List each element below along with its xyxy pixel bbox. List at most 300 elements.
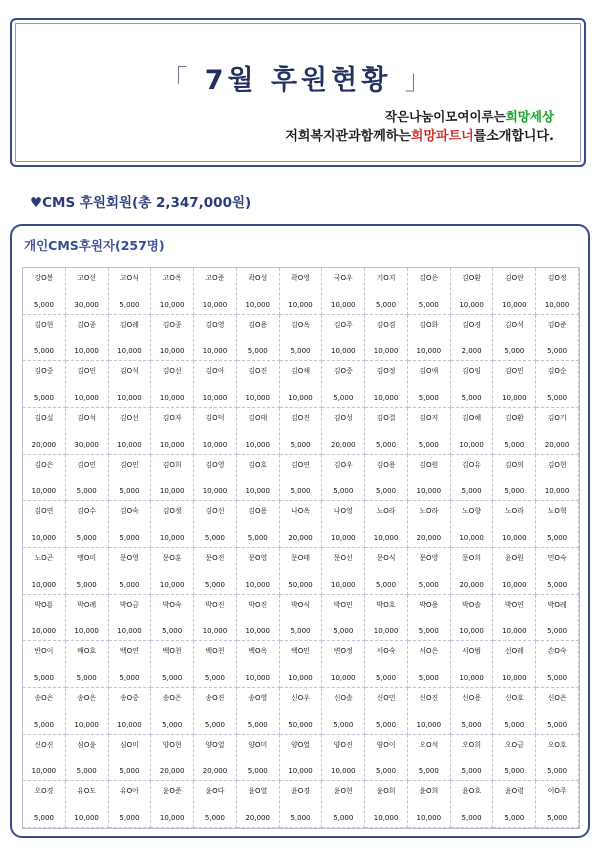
donor-cell	[66, 781, 109, 828]
donor-cell	[66, 455, 109, 502]
donor-cell	[536, 501, 579, 548]
donor-amount: 10,000	[373, 347, 399, 356]
donor-amount: 5,000	[119, 487, 140, 496]
donor-cell	[151, 548, 194, 595]
donor-cell	[109, 688, 152, 735]
donor-cell	[536, 735, 579, 782]
donor-name: 박O민	[333, 600, 353, 609]
donor-name: 문O영	[248, 554, 268, 562]
donor-cell	[365, 268, 408, 315]
donor-amount: 10,000	[202, 394, 228, 402]
donor-name: 양O현	[162, 740, 182, 749]
donor-cell	[536, 408, 579, 455]
donor-amount: 20,000	[544, 440, 570, 449]
donor-name: 김O우	[333, 460, 353, 469]
donor-cell	[408, 735, 451, 782]
donor-cell	[109, 361, 152, 408]
donor-cell	[23, 455, 66, 502]
donor-name: 신O민	[376, 694, 396, 702]
donor-cell	[451, 268, 494, 315]
donor-amount: 5,000	[33, 300, 54, 309]
donor-cell	[280, 688, 323, 735]
donor-cell	[365, 688, 408, 735]
donor-name: 윤O호	[462, 787, 482, 796]
donor-cell	[194, 501, 237, 548]
donor-name: 김O란	[504, 274, 524, 282]
donor-name: 문O영	[119, 554, 139, 562]
donor-cell	[322, 268, 365, 315]
donor-cell	[109, 595, 152, 642]
donor-name: 윤O준	[162, 787, 182, 796]
donor-cell	[322, 548, 365, 595]
donor-name: 윤O령	[504, 787, 524, 796]
donor-name: 신O솔	[333, 694, 353, 702]
donor-cell	[237, 595, 280, 642]
donor-amount: 5,000	[547, 814, 568, 822]
donor-name: 김O실	[34, 414, 54, 422]
donor-amount: 10,000	[331, 674, 356, 682]
donor-cell	[66, 641, 109, 688]
donor-name: 김O환	[462, 274, 482, 282]
donor-cell	[365, 548, 408, 595]
cms-summary-text: CMS 후원회원(총 2,347,000원)	[42, 195, 252, 211]
donor-name: 고O식	[119, 274, 139, 282]
donor-name: 김O지	[419, 414, 439, 422]
donor-name: 김O정	[376, 367, 396, 376]
donor-cell	[365, 781, 408, 828]
donor-amount: 10,000	[288, 674, 313, 682]
donor-amount: 5,000	[418, 767, 439, 776]
donor-cell	[194, 688, 237, 735]
donor-cell	[151, 595, 194, 642]
donor-name: 김O중	[34, 367, 54, 376]
donor-amount: 10,000	[373, 394, 399, 402]
donor-amount: 10,000	[117, 347, 142, 356]
donor-name: 노O곤	[34, 554, 54, 562]
donor-cell	[322, 361, 365, 408]
donor-cell	[365, 501, 408, 548]
donor-name: 김O수	[77, 507, 97, 516]
donor-name: 김O석	[504, 320, 524, 329]
donor-amount: 10,000	[159, 487, 185, 496]
donor-amount: 5,000	[547, 347, 568, 356]
donor-cell	[322, 315, 365, 362]
donor-amount: 10,000	[31, 580, 57, 589]
donor-amount: 5,000	[162, 627, 183, 636]
donor-amount: 5,000	[333, 720, 354, 729]
donor-amount: 5,000	[33, 814, 54, 822]
donor-cell	[151, 641, 194, 688]
donor-cell	[365, 408, 408, 455]
donor-amount: 10,000	[74, 720, 99, 729]
donor-cell	[151, 361, 194, 408]
slogan-line-2-highlight: 희망파트너	[410, 129, 474, 144]
donor-name: 신O진	[34, 740, 54, 749]
donor-cell	[451, 735, 494, 782]
donor-amount: 5,000	[504, 814, 525, 822]
donor-panel-heading: 개인CMS후원자(257명)	[24, 238, 165, 253]
donor-amount: 5,000	[247, 767, 268, 776]
donor-name: 문O선	[333, 554, 353, 562]
donor-amount: 5,000	[33, 674, 54, 682]
donor-cell	[237, 781, 280, 828]
donor-cell	[408, 781, 451, 828]
donor-cell	[23, 548, 66, 595]
donor-name: 박O례	[547, 600, 567, 609]
slogan-line-2	[285, 125, 554, 144]
donor-name: 서O은	[419, 647, 439, 656]
donor-cell	[23, 268, 66, 315]
donor-name: 변O정	[333, 647, 353, 656]
donor-name: 국O우	[333, 274, 353, 282]
donor-name: 김O영	[205, 460, 225, 469]
donor-cell	[365, 595, 408, 642]
donor-name: 백O천	[162, 647, 182, 656]
donor-amount: 10,000	[74, 347, 99, 356]
donor-amount: 5,000	[76, 487, 97, 496]
donor-cell	[194, 408, 237, 455]
donor-name: 김O준	[547, 320, 567, 329]
donor-amount: 10,000	[245, 487, 270, 496]
donor-name: 김O민	[119, 460, 139, 469]
donor-name: 김O기	[547, 414, 567, 422]
donor-cell	[451, 315, 494, 362]
donor-amount: 10,000	[159, 394, 185, 402]
donor-name: 윤O희	[376, 787, 396, 796]
donor-name: 오O석	[419, 740, 439, 749]
donor-cell	[536, 548, 579, 595]
donor-amount: 10,000	[331, 534, 356, 542]
donor-name: 김O혜	[462, 414, 482, 422]
donor-name: 박O식	[290, 600, 311, 609]
donor-cell	[237, 408, 280, 455]
donor-amount: 5,000	[162, 674, 183, 682]
donor-cell	[23, 501, 66, 548]
donor-amount: 5,000	[333, 394, 354, 402]
donor-name: 김O석	[77, 414, 97, 422]
donor-amount: 10,000	[202, 300, 228, 309]
donor-name: 서O숙	[376, 647, 396, 656]
donor-name: 김O원	[419, 460, 439, 469]
donor-name: 김O태	[248, 414, 268, 422]
donor-name: 윤O경	[290, 787, 311, 796]
donor-cell	[66, 688, 109, 735]
donor-name: 문O식	[376, 554, 396, 562]
donor-cell	[23, 688, 66, 735]
donor-cell	[493, 595, 536, 642]
donor-cell	[23, 361, 66, 408]
donor-amount: 5,000	[290, 487, 311, 496]
donor-name: 김O정	[162, 507, 182, 516]
donor-name: 김O은	[419, 274, 439, 282]
donor-name: 선O레	[504, 647, 524, 656]
donor-cell	[194, 735, 237, 782]
donor-name: 박O진	[205, 600, 225, 609]
donor-cell	[536, 641, 579, 688]
donor-cell	[408, 361, 451, 408]
donor-cell	[493, 735, 536, 782]
donor-amount: 10,000	[31, 534, 57, 542]
donor-name: 노O라	[376, 507, 396, 516]
donor-name: 송O영	[248, 694, 268, 702]
donor-name: 김O순	[547, 367, 567, 376]
donor-name: 강O봉	[34, 274, 54, 282]
donor-amount: 5,000	[504, 440, 525, 449]
donor-name: 김O용	[248, 507, 268, 516]
donor-amount: 10,000	[502, 534, 527, 542]
donor-amount: 10,000	[331, 767, 356, 776]
donor-amount: 5,000	[504, 720, 525, 729]
donor-name: 반O이	[34, 647, 54, 656]
donor-cell	[151, 781, 194, 828]
donor-cell	[23, 781, 66, 828]
donor-cell	[536, 268, 579, 315]
donor-cell	[493, 268, 536, 315]
donor-amount: 10,000	[74, 814, 99, 822]
donor-name: 신O우	[290, 694, 311, 702]
donor-cell	[151, 501, 194, 548]
donor-cell	[109, 315, 152, 362]
donor-amount: 10,000	[416, 347, 442, 356]
donor-amount: 10,000	[288, 394, 313, 402]
title-text: 7월 후원현황	[204, 65, 392, 96]
donor-cell	[536, 781, 579, 828]
donor-cell	[237, 501, 280, 548]
donor-amount: 5,000	[418, 440, 439, 449]
donor-cell	[237, 455, 280, 502]
donor-name: 고O선	[77, 274, 97, 282]
donor-amount: 10,000	[117, 627, 142, 636]
donor-name: 백O민	[290, 647, 311, 656]
donor-name: 김O종	[162, 320, 182, 329]
donor-cell	[493, 455, 536, 502]
donor-cell	[408, 641, 451, 688]
donor-cell	[322, 735, 365, 782]
donor-amount: 5,000	[119, 534, 140, 542]
donor-amount: 10,000	[159, 534, 185, 542]
donor-name: 심O윤	[77, 740, 97, 749]
donor-name: 김O겸	[376, 320, 396, 329]
donor-amount: 5,000	[547, 627, 568, 636]
donor-amount: 10,000	[502, 627, 527, 636]
donor-name: 김O영	[205, 320, 225, 329]
donor-cell	[280, 641, 323, 688]
donor-cell	[194, 548, 237, 595]
donor-amount: 5,000	[418, 674, 439, 682]
donor-name: 김O임	[462, 367, 482, 376]
donor-name: 손O숙	[547, 647, 567, 656]
donor-cell	[23, 408, 66, 455]
donor-cell	[451, 688, 494, 735]
donor-amount: 10,000	[331, 580, 356, 589]
donor-name: 김O현	[547, 460, 567, 469]
donor-cell	[280, 361, 323, 408]
heart-icon: ♥	[30, 195, 43, 211]
donor-name: 노O혁	[547, 507, 567, 516]
donor-amount: 5,000	[33, 347, 54, 356]
donor-cell	[23, 315, 66, 362]
donor-name: 송O진	[205, 694, 225, 702]
donor-cell	[408, 595, 451, 642]
donor-name: 박O진	[248, 600, 268, 609]
donor-amount: 10,000	[459, 534, 484, 542]
donor-cell	[536, 361, 579, 408]
donor-amount: 5,000	[376, 674, 397, 682]
donor-name: 김O성	[333, 414, 353, 422]
donor-cell	[408, 408, 451, 455]
donor-name: 노O향	[462, 507, 482, 516]
donor-amount: 5,000	[504, 767, 525, 776]
donor-cell	[322, 408, 365, 455]
donor-amount: 5,000	[290, 440, 311, 449]
donor-name: 김O숙	[119, 507, 139, 516]
donor-amount: 5,000	[290, 814, 311, 822]
donor-cell	[493, 361, 536, 408]
donor-cell	[66, 595, 109, 642]
donor-amount: 5,000	[247, 347, 268, 356]
donor-cell	[493, 408, 536, 455]
donor-amount: 5,000	[333, 487, 354, 496]
donor-name: 양O미	[248, 740, 268, 749]
donor-amount: 10,000	[245, 674, 270, 682]
donor-name: 김O결	[376, 414, 396, 422]
donor-cell	[408, 315, 451, 362]
donor-name: 신O은	[547, 694, 567, 702]
donor-amount: 10,000	[459, 627, 484, 636]
donor-cell	[23, 735, 66, 782]
donor-amount: 30,000	[74, 300, 99, 309]
donor-cell	[536, 688, 579, 735]
donor-cell	[109, 735, 152, 782]
donor-name: 김O연	[34, 507, 54, 516]
donor-name: 문O태	[290, 554, 311, 562]
donor-cell	[109, 455, 152, 502]
donor-name: 백O천	[205, 647, 225, 656]
donor-amount: 5,000	[119, 767, 140, 776]
donor-amount: 10,000	[544, 300, 570, 309]
header-box	[10, 18, 586, 167]
donor-name: 신O호	[504, 694, 524, 702]
slogan-line-1-highlight: 희망세상	[505, 109, 554, 124]
donor-name: 김O애	[419, 367, 439, 376]
donor-amount: 5,000	[76, 534, 97, 542]
donor-amount: 20,000	[459, 580, 484, 589]
donor-name: 곽O성	[248, 274, 268, 282]
donor-name: 김O덕	[205, 414, 225, 422]
donor-name: 김O화	[419, 320, 439, 329]
donor-amount: 10,000	[288, 300, 313, 309]
donor-name: 박O금	[119, 600, 139, 609]
donor-amount: 5,000	[119, 580, 140, 589]
donor-name: 김O선	[162, 367, 182, 376]
donor-cell	[451, 361, 494, 408]
donor-name: 김O진	[290, 414, 311, 422]
donor-amount: 5,000	[461, 394, 482, 402]
donor-cell	[66, 548, 109, 595]
donor-name: 문O훈	[162, 554, 182, 562]
donor-amount: 10,000	[202, 627, 228, 636]
donor-name: 송O은	[162, 694, 182, 702]
donor-amount: 5,000	[290, 347, 311, 356]
donor-name: 이O주	[547, 787, 567, 796]
donor-amount: 5,000	[76, 767, 97, 776]
donor-amount: 20,000	[416, 534, 442, 542]
donor-name: 김O민	[504, 367, 524, 376]
donor-name: 박O숙	[162, 600, 182, 609]
donor-name: 김O선	[119, 414, 139, 422]
donor-amount: 20,000	[202, 767, 228, 776]
donor-cell	[408, 548, 451, 595]
donor-cell	[322, 641, 365, 688]
donor-amount: 10,000	[331, 300, 356, 309]
donor-cell	[194, 595, 237, 642]
donor-amount: 10,000	[502, 394, 527, 402]
donor-cell	[66, 408, 109, 455]
donor-cell	[493, 688, 536, 735]
donor-name: 오O희	[462, 740, 482, 749]
donor-amount: 10,000	[245, 300, 270, 309]
donor-name: 노O라	[504, 507, 524, 516]
donor-name: 김O호	[248, 460, 268, 469]
donor-name: 박O연	[504, 600, 524, 609]
donor-amount: 10,000	[373, 627, 399, 636]
donor-name: 김O민	[77, 367, 97, 376]
donor-name: 김O환	[504, 414, 524, 422]
donor-name: 기O지	[376, 274, 396, 282]
donor-cell	[194, 315, 237, 362]
donor-name: 맹O미	[77, 554, 97, 562]
donor-amount: 5,000	[418, 627, 439, 636]
donor-cell	[365, 455, 408, 502]
donor-amount: 10,000	[74, 394, 99, 402]
donor-amount: 5,000	[461, 814, 482, 822]
donor-name: 김O진	[248, 367, 268, 376]
donor-cell	[66, 501, 109, 548]
donor-cell	[408, 688, 451, 735]
donor-amount: 10,000	[159, 300, 185, 309]
donor-amount: 5,000	[547, 674, 568, 682]
donor-amount: 10,000	[502, 300, 527, 309]
donor-amount: 10,000	[31, 487, 57, 496]
donor-cell	[280, 735, 323, 782]
donor-name: 박O례	[77, 600, 97, 609]
slogan-line-2-prefix: 저희복지관과함께하는	[285, 129, 411, 144]
donor-cell	[451, 501, 494, 548]
donor-cell	[408, 268, 451, 315]
donor-amount: 10,000	[202, 440, 228, 449]
donor-amount: 10,000	[31, 767, 57, 776]
donor-name: 윤O원	[504, 554, 524, 562]
donor-cell	[109, 548, 152, 595]
donor-cell	[493, 315, 536, 362]
donor-amount: 5,000	[162, 720, 183, 729]
donor-amount: 5,000	[547, 534, 568, 542]
donor-name: 윤O다	[205, 787, 225, 796]
donor-cell	[451, 595, 494, 642]
donor-name: 백O연	[119, 647, 139, 656]
donor-cell	[451, 408, 494, 455]
donor-cell	[536, 315, 579, 362]
donor-cell	[151, 455, 194, 502]
donor-cell	[194, 268, 237, 315]
donor-amount: 5,000	[547, 580, 568, 589]
slogan-line-1-prefix: 작은나눔이모여이루는	[384, 109, 506, 124]
donor-cell	[322, 455, 365, 502]
donor-amount: 10,000	[159, 814, 185, 822]
donor-amount: 50,000	[288, 720, 313, 729]
donor-amount: 10,000	[416, 814, 442, 822]
donor-cell	[280, 455, 323, 502]
